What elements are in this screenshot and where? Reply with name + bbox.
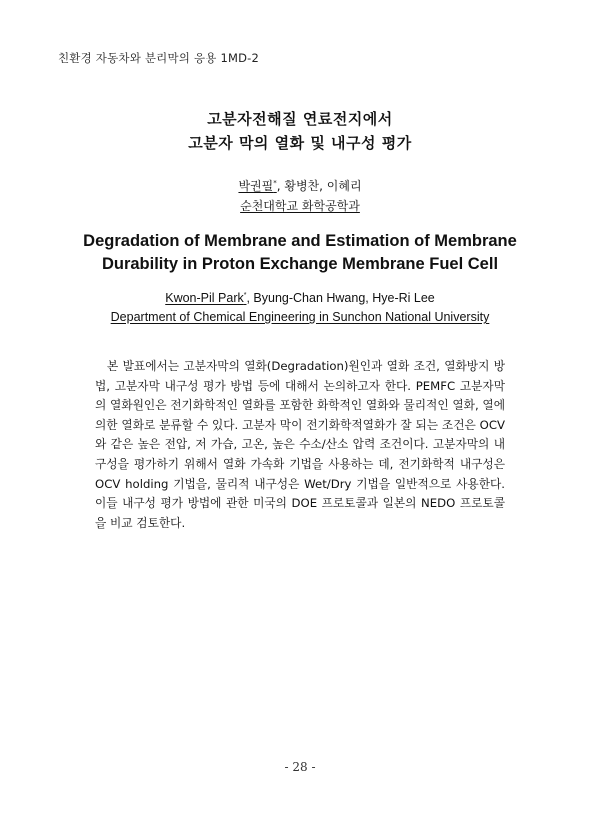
english-affiliation-text: Department of Chemical Engineering in Sunchon National University: [110, 310, 490, 324]
korean-affiliation: [0, 197, 600, 214]
corresponding-mark-en: *: [243, 291, 247, 299]
english-affiliation: [0, 310, 600, 324]
english-title-line-1: Degradation of Membrane and Estimation of Membrane: [83, 232, 517, 250]
presenting-author-ko: [238, 179, 276, 193]
coauthors-ko: , 황병찬, 이혜리: [276, 179, 362, 193]
korean-affiliation-text: 순천대학교 화학공학과: [240, 199, 360, 213]
korean-title-line-1: 고분자전해질 연료전지에서: [207, 110, 393, 128]
corresponding-mark-ko: *: [273, 179, 277, 187]
running-header: 친환경 자동차와 분리막의 응용 1MD-2: [58, 51, 259, 65]
abstract-paragraph: 본 발표에서는 고분자막의 열화(Degradation)원인과 열화 조건, 열화방지 방법, 고분자막 내구성 평가 방법 등에 대해서 논의하고자 한다. PEMFC 고분자막의 열화원인은 전기화학적인 열화를 포함한 화학적인 열화와 물리적인 열화, 열에 의한 열화로 분류할 수 있다. 고분자 막이 전기화학적열화가 잘 되는 조건은 OCV와 같은 높은 전압, 저 가습, 고온, 높은 수소/산소 압력 조건이다. 고분자막의 내구성을 평가하기 위해서 열화 가속화 기법을 사용하는 데, 전기화학적 내구성은 OCV holding 기법을, 물리적 내구성은 Wet/Dry 기법을 일반적으로 사용한다. 이들 내구성 평가 방법에 관한 미국의 DOE 프로토콜과 일본의 NEDO 프로토콜을 비교 검토한다.: [95, 359, 505, 530]
english-title-line-2: Durability in Proton Exchange Membrane Fuel Cell: [101, 255, 499, 273]
presenting-author-en-name: Kwon-Pil Park: [165, 291, 244, 305]
coauthors-en: , Byung-Chan Hwang, Hye-Ri Lee: [246, 291, 435, 305]
korean-authors: [0, 177, 600, 194]
english-authors: [0, 291, 600, 305]
page-number: - 28 -: [284, 760, 316, 774]
presenting-author-ko-name: 박권필: [238, 179, 274, 193]
korean-title-line-2: 고분자 막의 열화 및 내구성 평가: [188, 134, 412, 152]
presenting-author-en: [165, 291, 246, 305]
